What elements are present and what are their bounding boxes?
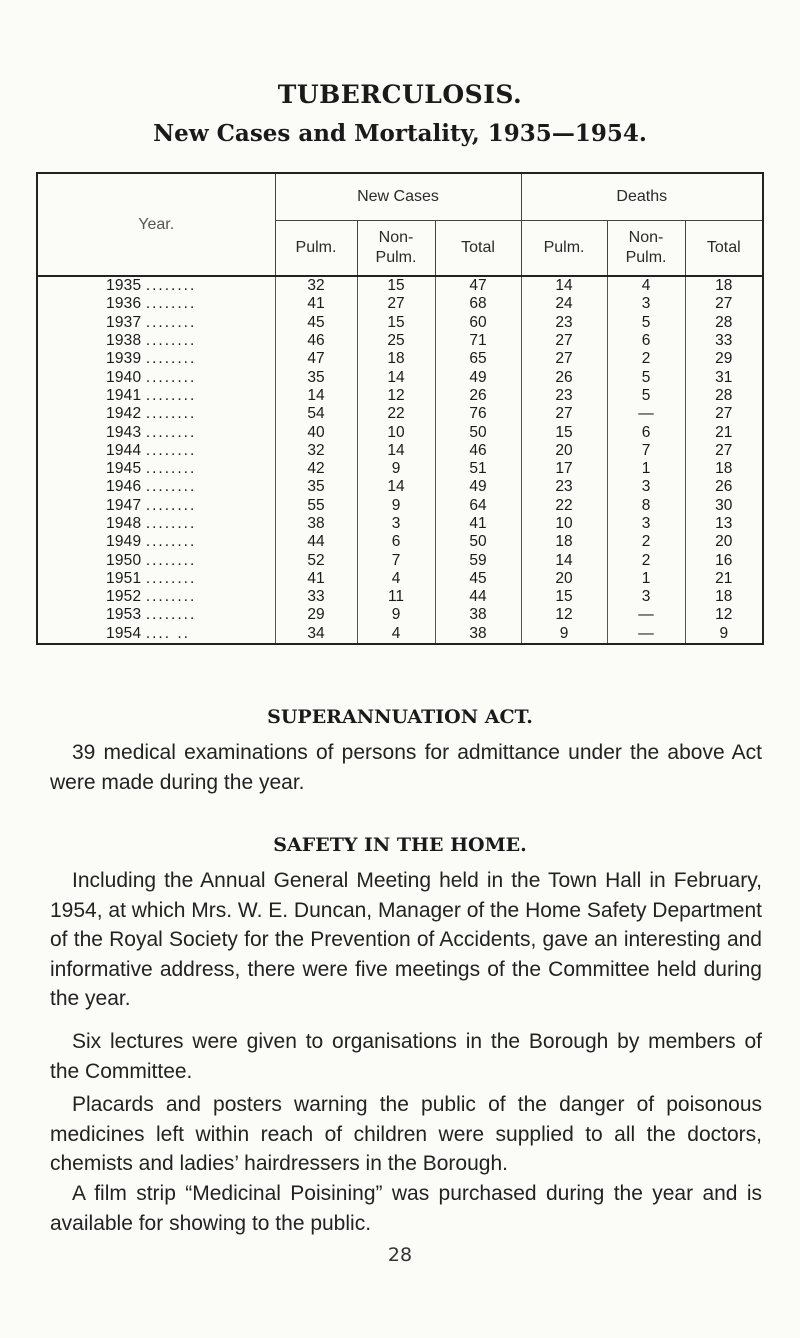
cell-d-nonpulm: 3 (607, 515, 685, 533)
year-cell (37, 460, 275, 478)
cell-d-nonpulm: 5 (607, 314, 685, 332)
cell-nc-nonpulm: 12 (357, 387, 435, 405)
cell-d-nonpulm: 3 (607, 588, 685, 606)
cell-d-total: 31 (685, 368, 763, 386)
cell-d-total: 28 (685, 314, 763, 332)
cell-nc-pulm: 45 (275, 314, 357, 332)
table-row (37, 423, 763, 441)
cell-d-nonpulm: 3 (607, 295, 685, 313)
year-cell (37, 515, 275, 533)
year-value: 1935 (106, 277, 142, 295)
cell-nc-total: 44 (435, 588, 521, 606)
safety-paragraph: Placards and posters warning the public of the danger of poisonous medicines left within reach of children were supplied to all the doctors, chemists and ladies’ hairdressers in the Borough. (50, 1093, 762, 1175)
year-cell (37, 625, 275, 644)
year-value: 1950 (106, 551, 142, 569)
cell-nc-pulm: 40 (275, 423, 357, 441)
cell-nc-nonpulm: 15 (357, 314, 435, 332)
cell-d-pulm: 27 (521, 332, 607, 350)
year-cell (37, 368, 275, 386)
cell-nc-pulm: 38 (275, 515, 357, 533)
year-cell (37, 570, 275, 588)
cell-nc-nonpulm: 18 (357, 350, 435, 368)
table-row (37, 606, 763, 624)
table-row (37, 314, 763, 332)
cell-d-total: 13 (685, 515, 763, 533)
cell-nc-nonpulm: 10 (357, 423, 435, 441)
col-header-nc-nonpulm: Non- Pulm. (357, 221, 435, 277)
col-header-nc-total: Total (435, 221, 521, 277)
cell-nc-nonpulm: 22 (357, 405, 435, 423)
table-row (37, 350, 763, 368)
cell-d-pulm: 9 (521, 625, 607, 644)
col-header-d-nonpulm: Non- Pulm. (607, 221, 685, 277)
year-cell (37, 276, 275, 295)
col-header-nc-pulm: Pulm. (275, 221, 357, 277)
table-body (37, 276, 763, 644)
cell-nc-total: 38 (435, 625, 521, 644)
year-cell (37, 588, 275, 606)
cell-nc-pulm: 42 (275, 460, 357, 478)
cell-nc-nonpulm: 11 (357, 588, 435, 606)
cell-d-total: 18 (685, 460, 763, 478)
cell-d-pulm: 26 (521, 368, 607, 386)
cell-nc-total: 50 (435, 423, 521, 441)
cell-d-nonpulm: 5 (607, 387, 685, 405)
cell-d-nonpulm: 4 (607, 276, 685, 295)
cell-nc-nonpulm: 3 (357, 515, 435, 533)
year-leader-dots: ........ (145, 496, 197, 514)
cell-nc-total: 68 (435, 295, 521, 313)
cell-d-total: 12 (685, 606, 763, 624)
year-cell (37, 442, 275, 460)
cell-nc-total: 76 (435, 405, 521, 423)
cell-nc-total: 47 (435, 276, 521, 295)
year-cell (37, 387, 275, 405)
superannuation-text: 39 medical examinations of persons for admittance under the above Act were made during the year. (50, 741, 762, 794)
year-leader-dots: ........ (145, 295, 197, 313)
year-leader-dots: ........ (145, 533, 197, 551)
year-leader-dots: ........ (145, 277, 197, 295)
year-value: 1953 (106, 606, 142, 624)
col-header-d-pulm: Pulm. (521, 221, 607, 277)
year-leader-dots: ........ (145, 405, 197, 423)
year-leader-dots: ........ (145, 332, 197, 350)
table-row (37, 368, 763, 386)
cell-d-pulm: 20 (521, 442, 607, 460)
cell-d-total: 28 (685, 387, 763, 405)
cell-d-total: 16 (685, 551, 763, 569)
year-leader-dots: ........ (145, 368, 197, 386)
cell-d-nonpulm: — (607, 405, 685, 423)
cell-nc-total: 59 (435, 551, 521, 569)
cell-d-pulm: 12 (521, 606, 607, 624)
cell-nc-nonpulm: 9 (357, 606, 435, 624)
new-cases-header: New Cases (275, 173, 521, 221)
cell-nc-nonpulm: 4 (357, 570, 435, 588)
cell-nc-pulm: 35 (275, 478, 357, 496)
table-row (37, 588, 763, 606)
cell-nc-pulm: 41 (275, 295, 357, 313)
cell-nc-nonpulm: 25 (357, 332, 435, 350)
year-value: 1952 (106, 588, 142, 606)
cell-nc-nonpulm: 9 (357, 460, 435, 478)
year-value: 1944 (106, 441, 142, 459)
year-leader-dots: ........ (145, 606, 197, 624)
cell-nc-pulm: 32 (275, 442, 357, 460)
cell-d-total: 27 (685, 442, 763, 460)
year-cell (37, 295, 275, 313)
cell-nc-total: 64 (435, 497, 521, 515)
year-value: 1938 (106, 332, 142, 350)
year-cell (37, 606, 275, 624)
year-cell (37, 314, 275, 332)
year-value: 1951 (106, 569, 142, 587)
year-value: 1946 (106, 478, 142, 496)
year-cell (37, 551, 275, 569)
year-value: 1948 (106, 515, 142, 532)
cell-nc-nonpulm: 9 (357, 497, 435, 515)
table-row (37, 460, 763, 478)
year-leader-dots: ........ (145, 478, 197, 496)
cell-nc-pulm: 46 (275, 332, 357, 350)
table-row (37, 551, 763, 569)
cell-d-pulm: 27 (521, 350, 607, 368)
cell-nc-total: 50 (435, 533, 521, 551)
page-title: TUBERCULOSIS. (277, 80, 523, 109)
safety-heading: SAFETY IN THE HOME. (273, 834, 527, 856)
cell-nc-nonpulm: 7 (357, 551, 435, 569)
safety-paragraph: A film strip “Medicinal Poisining” was purchased during the year and is available for showing to the public. (50, 1182, 762, 1235)
cell-d-nonpulm: 2 (607, 350, 685, 368)
table-row (37, 332, 763, 350)
cell-d-total: 27 (685, 295, 763, 313)
cell-d-nonpulm: 1 (607, 570, 685, 588)
year-cell (37, 405, 275, 423)
year-cell (37, 497, 275, 515)
cell-nc-nonpulm: 27 (357, 295, 435, 313)
cell-d-total: 18 (685, 588, 763, 606)
table-row (37, 478, 763, 496)
year-leader-dots: ........ (145, 350, 197, 368)
year-cell (37, 533, 275, 551)
cell-d-nonpulm: 5 (607, 368, 685, 386)
safety-paragraph: Six lectures were given to organisations in the Borough by members of the Committee. (50, 1030, 762, 1083)
cell-nc-pulm: 41 (275, 570, 357, 588)
cell-nc-total: 45 (435, 570, 521, 588)
cell-d-total: 9 (685, 625, 763, 644)
year-leader-dots: ........ (145, 460, 197, 478)
cell-d-total: 27 (685, 405, 763, 423)
year-value: 1937 (106, 313, 142, 331)
year-value: 1940 (106, 368, 142, 386)
cell-d-pulm: 27 (521, 405, 607, 423)
cell-nc-total: 49 (435, 368, 521, 386)
year-value: 1954 (106, 624, 142, 642)
cell-nc-nonpulm: 15 (357, 276, 435, 295)
year-cell (37, 350, 275, 368)
cell-nc-nonpulm: 4 (357, 625, 435, 644)
cell-nc-nonpulm: 14 (357, 442, 435, 460)
cell-d-total: 26 (685, 478, 763, 496)
year-leader-dots: ........ (145, 313, 197, 331)
cell-nc-pulm: 32 (275, 276, 357, 295)
cell-d-pulm: 23 (521, 478, 607, 496)
cell-d-pulm: 24 (521, 295, 607, 313)
cell-d-total: 29 (685, 350, 763, 368)
year-leader-dots: ........ (145, 423, 197, 441)
cell-d-pulm: 15 (521, 423, 607, 441)
cell-d-nonpulm: 6 (607, 332, 685, 350)
table-row (37, 405, 763, 423)
year-value: 1942 (106, 405, 142, 423)
cell-nc-pulm: 55 (275, 497, 357, 515)
cell-d-pulm: 10 (521, 515, 607, 533)
cell-d-nonpulm: 6 (607, 423, 685, 441)
year-cell (37, 423, 275, 441)
year-cell (37, 478, 275, 496)
cell-d-total: 20 (685, 533, 763, 551)
cell-nc-nonpulm: 6 (357, 533, 435, 551)
cell-d-nonpulm: 8 (607, 497, 685, 515)
year-leader-dots: ........ (145, 441, 197, 459)
cell-nc-total: 60 (435, 314, 521, 332)
table-row (37, 625, 763, 644)
table-row (37, 387, 763, 405)
year-value: 1945 (106, 460, 142, 478)
cell-d-nonpulm: 7 (607, 442, 685, 460)
cell-nc-pulm: 35 (275, 368, 357, 386)
year-leader-dots: ........ (145, 551, 197, 569)
cell-d-nonpulm: 3 (607, 478, 685, 496)
table-row (37, 515, 763, 533)
cell-d-nonpulm: — (607, 625, 685, 644)
cell-d-total: 30 (685, 497, 763, 515)
year-header: Year. (37, 173, 275, 276)
col-header-d-total: Total (685, 221, 763, 277)
table-row (37, 276, 763, 295)
year-leader-dots: ........ (145, 386, 197, 404)
cell-d-nonpulm: — (607, 606, 685, 624)
cell-nc-pulm: 52 (275, 551, 357, 569)
cell-d-pulm: 20 (521, 570, 607, 588)
year-value: 1941 (106, 386, 142, 404)
deaths-header: Deaths (521, 173, 763, 221)
cell-nc-pulm: 29 (275, 606, 357, 624)
page-number: 28 (387, 1244, 413, 1266)
table-row (37, 570, 763, 588)
cell-d-pulm: 14 (521, 551, 607, 569)
cell-nc-pulm: 33 (275, 588, 357, 606)
table-row (37, 497, 763, 515)
cell-nc-total: 49 (435, 478, 521, 496)
cell-d-total: 21 (685, 570, 763, 588)
year-value: 1936 (106, 295, 142, 313)
cell-d-nonpulm: 2 (607, 551, 685, 569)
cell-nc-pulm: 47 (275, 350, 357, 368)
cell-nc-pulm: 34 (275, 625, 357, 644)
cell-nc-pulm: 14 (275, 387, 357, 405)
cell-nc-total: 38 (435, 606, 521, 624)
year-cell (37, 332, 275, 350)
cell-d-pulm: 18 (521, 533, 607, 551)
cell-nc-total: 26 (435, 387, 521, 405)
year-leader-dots: ........ (145, 515, 197, 532)
cell-d-total: 18 (685, 276, 763, 295)
superannuation-heading: SUPERANNUATION ACT. (267, 706, 533, 728)
cell-nc-total: 51 (435, 460, 521, 478)
cell-nc-nonpulm: 14 (357, 478, 435, 496)
cell-d-total: 33 (685, 332, 763, 350)
cell-d-nonpulm: 1 (607, 460, 685, 478)
safety-paragraph: Including the Annual General Meeting held in the Town Hall in February, 1954, at which Mrs. W. E. Duncan, Manager of the Home Safety Department of the Royal Society for the Prevention of Accidents, gave an interesting and informative address, there were five meetings of the Committee held during the year. (50, 869, 763, 1010)
year-value: 1949 (106, 533, 142, 551)
year-value: 1947 (106, 496, 142, 514)
cell-nc-total: 65 (435, 350, 521, 368)
cell-d-pulm: 14 (521, 276, 607, 295)
year-leader-dots: ........ (145, 588, 197, 606)
cell-d-total: 21 (685, 423, 763, 441)
cell-nc-nonpulm: 14 (357, 368, 435, 386)
table-row (37, 533, 763, 551)
year-value: 1939 (106, 350, 142, 368)
table-row (37, 295, 763, 313)
cell-nc-pulm: 44 (275, 533, 357, 551)
tuberculosis-table (36, 172, 764, 645)
cell-nc-pulm: 54 (275, 405, 357, 423)
cell-d-nonpulm: 2 (607, 533, 685, 551)
year-leader-dots: .... .. (145, 624, 190, 642)
cell-nc-total: 46 (435, 442, 521, 460)
cell-nc-total: 41 (435, 515, 521, 533)
cell-d-pulm: 15 (521, 588, 607, 606)
year-leader-dots: ........ (145, 569, 197, 587)
cell-d-pulm: 22 (521, 497, 607, 515)
cell-d-pulm: 17 (521, 460, 607, 478)
cell-d-pulm: 23 (521, 314, 607, 332)
cell-d-pulm: 23 (521, 387, 607, 405)
year-value: 1943 (106, 423, 142, 441)
table-row (37, 442, 763, 460)
page-subtitle: New Cases and Mortality, 1935—1954. (153, 120, 647, 147)
cell-nc-total: 71 (435, 332, 521, 350)
